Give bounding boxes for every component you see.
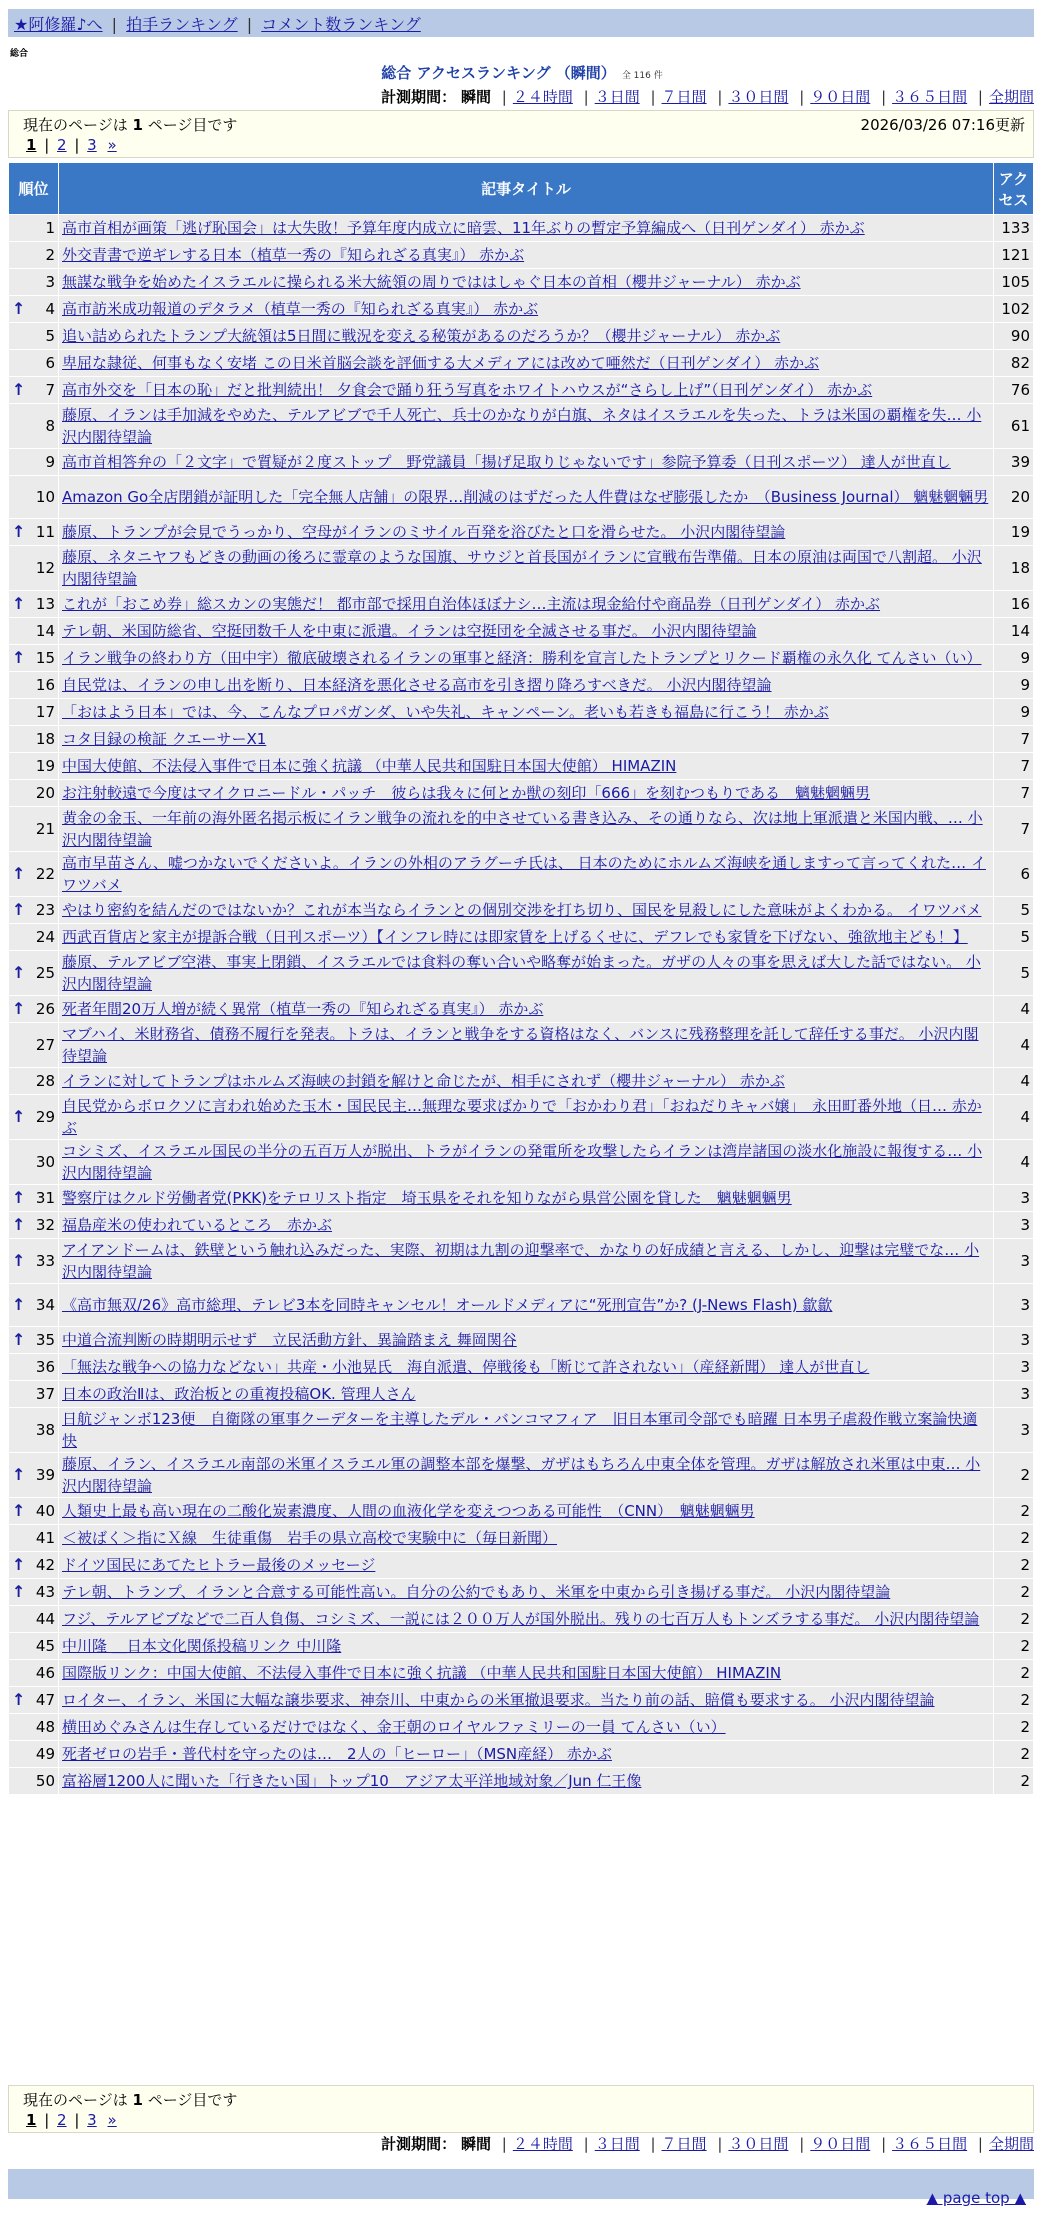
table-row (9, 519, 1033, 545)
access-count: 3 (994, 1185, 1033, 1211)
table-row (9, 951, 1033, 995)
access-count: 2 (994, 1606, 1033, 1632)
table-row (9, 1023, 1033, 1067)
rank-number: 21 (9, 807, 58, 851)
article-title-link[interactable]: イラン戦争の終わり方（田中宇）徹底破壊されるイランの軍事と経済：勝利を宣言したトランプとリクード覇権の永久化 てんさい（い） (62, 649, 982, 667)
period-selector: 計測期間： 瞬間 | ２４時間 | ３日間 | ７日間 | ３０日間 | ９０日間 | ３６５日間 | 全期間 (381, 88, 1034, 106)
up-arrow-icon: ↑ (12, 594, 26, 613)
access-count: 2 (994, 1453, 1033, 1497)
page-next[interactable]: » (107, 2111, 117, 2129)
table-row (9, 269, 1033, 295)
table-row (9, 1687, 1033, 1713)
rank-number: ↑ 40 (9, 1498, 58, 1524)
period-90d[interactable]: ９０日間 (810, 2135, 871, 2153)
up-arrow-icon: ↑ (12, 1501, 26, 1520)
access-count: 133 (994, 215, 1033, 241)
table-row (9, 1741, 1033, 1767)
access-count: 19 (994, 519, 1033, 545)
up-arrow-icon: ↑ (12, 1582, 26, 1601)
rank-number: ↑ 11 (9, 519, 58, 545)
access-count: 9 (994, 645, 1033, 671)
article-title-link[interactable]: 富裕層1200人に聞いた「行きたい国」トップ10 アジア太平洋地域対象／Jun 仁王像 (62, 1772, 642, 1790)
rank-number: 17 (9, 699, 58, 725)
page-1: 1 (26, 136, 37, 154)
access-count: 5 (994, 897, 1033, 923)
access-count: 2 (994, 1498, 1033, 1524)
up-arrow-icon: ↑ (12, 1330, 26, 1349)
rank-number: ↑ 7 (9, 377, 58, 403)
table-row (9, 1525, 1033, 1551)
rank-number: 46 (9, 1660, 58, 1686)
period-7d[interactable]: ７日間 (661, 2135, 707, 2153)
article-title-link[interactable]: 日本の政治Ⅱは、政治板との重複投稿OK. 管理人さん (62, 1385, 416, 1403)
rank-number: 36 (9, 1354, 58, 1380)
rank-number: ↑ 33 (9, 1239, 58, 1283)
access-count: 4 (994, 1140, 1033, 1184)
article-title-link[interactable]: コタ目録の検証 クエーサーX1 (62, 730, 267, 748)
page-top-link[interactable]: ▲ page top ▲ (926, 2189, 1026, 2207)
period-24h[interactable]: ２４時間 (512, 2135, 573, 2153)
footer-bar (8, 2169, 1034, 2207)
article-title-link[interactable]: 《高市無双/26》高市総理、テレビ3本を同時キャンセル！オールドメディアに“死刑宣告”か? (J-News Flash) 歙歙 (62, 1296, 833, 1314)
rank-number: ↑ 13 (9, 591, 58, 617)
access-count: 2 (994, 1552, 1033, 1578)
table-row (9, 618, 1033, 644)
article-title-link[interactable]: 卑屈な隷従、何事もなく安堵 この日米首脳会談を評価する大メディアには改めて唖然だ（日刊ゲンダイ） 赤かぶ (62, 354, 820, 372)
article-title-link[interactable]: 高市外交を「日本の恥」だと批判続出！ 夕食会で踊り狂う写真をホワイトハウスが“さらし上げ”（日刊ゲンダイ） 赤かぶ (62, 381, 873, 399)
access-count: 121 (994, 242, 1033, 268)
access-count: 90 (994, 323, 1033, 349)
article-title-link[interactable]: 日航ジャンボ123便 自衛隊の軍事クーデターを主導したデル・バンコマフィア 旧日本軍司令部でも暗躍 日本男子虐殺作戦立案論快適快 (62, 1410, 978, 1450)
up-arrow-icon: ↑ (12, 1188, 26, 1207)
access-count: 18 (994, 546, 1033, 590)
rank-number: ↑ 15 (9, 645, 58, 671)
table-row (9, 546, 1033, 590)
section-tag: 総合 (10, 49, 29, 59)
access-count: 102 (994, 296, 1033, 322)
col-title: 記事タイトル (59, 163, 993, 214)
article-title-link[interactable]: 高市訪米成功報道のデタラメ（植草一秀の『知られざる真実』） 赤かぶ (62, 300, 539, 318)
article-title-link[interactable]: 中国大使館、不法侵入事件で日本に強く抗議 （中華人民共和国駐日本国大使館） HIMAZIN (62, 757, 677, 775)
up-arrow-icon: ↑ (12, 1251, 26, 1270)
article-title-link[interactable]: 国際版リンク：中国大使館、不法侵入事件で日本に強く抗議 （中華人民共和国駐日本国大使館） HIMAZIN (62, 1664, 782, 1682)
article-title-link[interactable]: 自民党は、イランの申し出を断り、日本経済を悪化させる高市を引き摺り降ろすべきだ。 小沢内閣待望論 (62, 676, 772, 694)
page-title: 総合 アクセスランキング （瞬間） 全 116 件 (381, 64, 663, 82)
table-row (9, 296, 1033, 322)
table-row (9, 591, 1033, 617)
rank-number: ↑ 42 (9, 1552, 58, 1578)
rank-number: 24 (9, 924, 58, 950)
rank-number: ↑ 4 (9, 296, 58, 322)
article-title-link[interactable]: 外交青書で逆ギレする日本（植草一秀の『知られざる真実』） 赤かぶ (62, 246, 525, 264)
period-3d[interactable]: ３日間 (594, 2135, 640, 2153)
article-title-link[interactable]: イランに対してトランプはホルムズ海峡の封鎖を解けと命じたが、相手にされず（櫻井ジャーナル） 赤かぶ (62, 1072, 785, 1090)
access-count: 105 (994, 269, 1033, 295)
access-count: 2 (994, 1687, 1033, 1713)
page-3[interactable]: 3 (87, 136, 97, 154)
rank-number: 8 (9, 404, 58, 448)
table-row (9, 1633, 1033, 1659)
article-title-link[interactable]: 藤原、イラン、イスラエル南部の米軍イスラエル軍の調整本部を爆撃、ガザはもちろん中東全体を管理。ガザは解放され米軍は中東… 小沢内閣待望論 (62, 1455, 981, 1495)
table-row (9, 1095, 1033, 1139)
article-title-link[interactable]: 藤原、イランは手加減をやめた、テルアビブで千人死亡、兵士のかなりが白旗、ネタはイスラエルを失った、トラは米国の覇権を失… 小沢内閣待望論 (62, 406, 982, 446)
table-row (9, 1381, 1033, 1407)
table-row (9, 1239, 1033, 1283)
col-rank: 順位 (9, 163, 58, 214)
article-title-link[interactable]: テレ朝、米国防総省、空挺団数千人を中東に派遣。イランは空挺団を全滅させる事だ。 小沢内閣待望論 (62, 622, 757, 640)
table-row (9, 852, 1033, 896)
table-row (9, 996, 1033, 1022)
access-count: 7 (994, 753, 1033, 779)
table-row (9, 897, 1033, 923)
rank-number: 45 (9, 1633, 58, 1659)
article-title-link[interactable]: ＜被ばく＞指にＸ線 生徒重傷 岩手の県立高校で実験中に（毎日新聞） (62, 1529, 558, 1547)
table-row (9, 323, 1033, 349)
period-3d[interactable]: ３日間 (594, 88, 640, 106)
rank-number: 10 (9, 476, 58, 518)
rank-number: 9 (9, 449, 58, 475)
article-title-link[interactable]: 高市早苗さん、嘘つかないでくださいよ。イランの外相のアラグーチ氏は、 日本のためにホルムズ海峡を通しますって言ってくれた… イワツバメ (62, 854, 986, 894)
article-title-link[interactable]: 追い詰められたトランプ大統領は5日間に戦況を変える秘策があるのだろうか？（櫻井ジャーナル） 赤かぶ (62, 327, 781, 345)
rank-number: 41 (9, 1525, 58, 1551)
article-title-link[interactable]: アイアンドームは、鉄壁という触れ込みだった、実際、初期は九割の迎撃率で、かなりの好成績と言える、しかし、迎撃は完璧でな… 小沢内閣待望論 (62, 1241, 980, 1281)
rank-number: 1 (9, 215, 58, 241)
rank-number: 3 (9, 269, 58, 295)
period-current: 瞬間 (460, 88, 491, 106)
rank-number: ↑ 43 (9, 1579, 58, 1605)
table-row (9, 377, 1033, 403)
table-row (9, 1408, 1033, 1452)
rank-number: ↑ 31 (9, 1185, 58, 1211)
updated-time: 2026/03/26 07:16更新 (860, 116, 1025, 134)
rank-number: 30 (9, 1140, 58, 1184)
rank-number: 37 (9, 1381, 58, 1407)
page-2[interactable]: 2 (57, 2111, 67, 2129)
access-count: 3 (994, 1354, 1033, 1380)
table-row (9, 1498, 1033, 1524)
table-row (9, 404, 1033, 448)
article-title-link[interactable]: 西武百貨店と家主が提訴合戦（日刊スポーツ）【インフレ時には即家賃を上げるくせに、デフレでも家賃を下げない、強欲地主ども！】 (62, 928, 968, 946)
access-count: 7 (994, 780, 1033, 806)
access-count: 2 (994, 1768, 1033, 1794)
up-arrow-icon: ↑ (12, 900, 26, 919)
table-row (9, 1140, 1033, 1184)
access-count: 5 (994, 924, 1033, 950)
period-90d[interactable]: ９０日間 (810, 88, 871, 106)
article-title-link[interactable]: コシミズ、イスラエル国民の半分の五百万人が脱出、トラがイランの発電所を攻撃したらイランは湾岸諸国の淡水化施設に報復する… 小沢内閣待望論 (62, 1142, 983, 1182)
table-row (9, 1284, 1033, 1326)
rank-number: 48 (9, 1714, 58, 1740)
article-title-link[interactable]: フジ、テルアビブなどで二百人負傷、コシミズ、一説には２００万人が国外脱出。残りの七百万人もトンズラする事だ。 小沢内閣待望論 (62, 1610, 980, 1628)
access-count: 14 (994, 618, 1033, 644)
table-row (9, 645, 1033, 671)
period-24h[interactable]: ２４時間 (512, 88, 573, 106)
up-arrow-icon: ↑ (12, 864, 26, 883)
rank-number: ↑ 35 (9, 1327, 58, 1353)
up-arrow-icon: ↑ (12, 648, 26, 667)
access-count: 2 (994, 1660, 1033, 1686)
table-row (9, 924, 1033, 950)
article-title-link[interactable]: テレ朝、トランプ、イランと合意する可能性高い。自分の公約でもあり、米軍を中東から引き揚げる事だ。 小沢内閣待望論 (62, 1583, 891, 1601)
pager-bottom: 現在のページは 1 ページ目です 1 | 2 | 3 » (8, 2085, 1034, 2133)
article-title-link[interactable]: 「おはよう日本」では、今、こんなプロパガンダ、いや失礼、キャンペーン。老いも若きも福島に行こう！ 赤かぶ (62, 703, 829, 721)
rank-number: ↑ 23 (9, 897, 58, 923)
access-count: 76 (994, 377, 1033, 403)
table-row (9, 1552, 1033, 1578)
up-arrow-icon: ↑ (12, 1690, 26, 1709)
access-count: 4 (994, 1068, 1033, 1094)
table-row (9, 215, 1033, 241)
page-next[interactable]: » (107, 136, 117, 154)
rank-number: ↑ 47 (9, 1687, 58, 1713)
access-count: 7 (994, 807, 1033, 851)
table-row (9, 449, 1033, 475)
page-1: 1 (26, 2111, 37, 2129)
article-title-link[interactable]: 中道合流判断の時期明示せず 立民活動方針、異論踏まえ 舞岡関谷 (62, 1331, 517, 1349)
rank-number: 19 (9, 753, 58, 779)
up-arrow-icon: ↑ (12, 1295, 26, 1314)
rank-number: 18 (9, 726, 58, 752)
table-row (9, 1453, 1033, 1497)
up-arrow-icon: ↑ (12, 299, 26, 318)
article-title-link[interactable]: 藤原、テルアビブ空港、事実上閉鎖、イスラエルでは食料の奪い合いや略奪が始まった。ガザの人々の事を思えば大した話ではない。 小沢内閣待望論 (62, 953, 981, 993)
rank-number: ↑ 22 (9, 852, 58, 896)
period-all[interactable]: 全期間 (988, 88, 1034, 106)
rank-number: 44 (9, 1606, 58, 1632)
article-title-link[interactable]: 死者年間20万人増が続く異常（植草一秀の『知られざる真実』） 赤かぶ (62, 1000, 544, 1018)
access-count: 3 (994, 1239, 1033, 1283)
rank-number: 12 (9, 546, 58, 590)
page-3[interactable]: 3 (87, 2111, 97, 2129)
article-title-link[interactable]: 自民党からボロクソに言われ始めた玉木・国民民主…無理な要求ばかりで「おかわり君」「おねだりキャバ嬢」 永田町番外地（日… 赤かぶ (62, 1097, 982, 1137)
article-title-link[interactable]: 人類史上最も高い現在の二酸化炭素濃度、人間の血液化学を変えつつある可能性 （CNN） 魑魅魍魎男 (62, 1502, 755, 1520)
table-row (9, 242, 1033, 268)
article-title-link[interactable]: 福島産米の使われているところ 赤かぶ (62, 1216, 333, 1234)
period-30d[interactable]: ３０日間 (728, 2135, 789, 2153)
table-row (9, 476, 1033, 518)
home-link[interactable]: ★阿修羅♪へ (14, 15, 103, 34)
total-count: 全 116 件 (621, 71, 663, 81)
rank-number: ↑ 34 (9, 1284, 58, 1326)
period-selector-bottom: 計測期間： 瞬間 | ２４時間 | ３日間 | ７日間 | ３０日間 | ９０日間 | ３６５日間 | 全期間 (381, 2135, 1034, 2153)
access-count: 9 (994, 699, 1033, 725)
table-row (9, 672, 1033, 698)
article-title-link[interactable]: 藤原、トランプが会見でうっかり、空母がイランのミサイル百発を浴びたと口を滑らせた。 小沢内閣待望論 (62, 523, 786, 541)
table-row (9, 1660, 1033, 1686)
table-row (9, 1185, 1033, 1211)
access-count: 3 (994, 1408, 1033, 1452)
access-count: 16 (994, 591, 1033, 617)
article-title-link[interactable]: 中川隆 ＿日本文化関係投稿リンク 中川隆 (62, 1637, 342, 1655)
rank-number: ↑ 29 (9, 1095, 58, 1139)
period-all[interactable]: 全期間 (988, 2135, 1034, 2153)
rank-number: 27 (9, 1023, 58, 1067)
up-arrow-icon: ↑ (12, 1555, 26, 1574)
access-count: 82 (994, 350, 1033, 376)
up-arrow-icon: ↑ (12, 522, 26, 541)
access-count: 4 (994, 1023, 1033, 1067)
rank-number: 6 (9, 350, 58, 376)
pagination-bottom: 1 | 2 | 3 » (26, 2111, 117, 2129)
article-title-link[interactable]: ロイター、イラン、米国に大幅な譲歩要求、神奈川、中東からの米軍撤退要求。当たり前の話、賠償も要求する。 小沢内閣待望論 (62, 1691, 935, 1709)
rank-number: ↑ 25 (9, 951, 58, 995)
table-row (9, 807, 1033, 851)
up-arrow-icon: ↑ (12, 380, 26, 399)
article-title-link[interactable]: マブハイ、米財務省、債務不履行を発表。トラは、イランと戦争をする資格はなく、バンスに残務整理を託して辞任する事だ。 小沢内閣待望論 (62, 1025, 979, 1065)
up-arrow-icon: ↑ (12, 1215, 26, 1234)
access-count: 61 (994, 404, 1033, 448)
article-title-link[interactable]: 藤原、ネタニヤフもどきの動画の後ろに霊章のような国旗、サウジと首長国がイランに宣戦布告準備。日本の原油は両国で八割超。 小沢内閣待望論 (62, 548, 982, 588)
table-row (9, 1768, 1033, 1794)
access-count: 4 (994, 1095, 1033, 1139)
rank-number: ↑ 32 (9, 1212, 58, 1238)
table-row (9, 1327, 1033, 1353)
rank-number: ↑ 39 (9, 1453, 58, 1497)
access-count: 6 (994, 852, 1033, 896)
table-row (9, 780, 1033, 806)
article-title-link[interactable]: お注射較遠で今度はマイクロニードル・パッチ 彼らは我々に何とか獣の刻印「666」を刻むつもりである 魑魅魍魎男 (62, 784, 871, 802)
access-count: 7 (994, 726, 1033, 752)
table-row (9, 753, 1033, 779)
rank-number: 14 (9, 618, 58, 644)
period-365d[interactable]: ３６５日間 (892, 2135, 968, 2153)
rank-number: 49 (9, 1741, 58, 1767)
period-7d[interactable]: ７日間 (661, 88, 707, 106)
article-title-link[interactable]: 死者ゼロの岩手・普代村を守ったのは… 2人の「ヒーロー」（MSN産経） 赤かぶ (62, 1745, 612, 1763)
up-arrow-icon: ↑ (12, 1107, 26, 1126)
access-count: 2 (994, 1633, 1033, 1659)
article-title-link[interactable]: これが「おこめ券」総スカンの実態だ！ 都市部で採用自治体ほぼナシ…主流は現金給付や商品券（日刊ゲンダイ） 赤かぶ (62, 595, 881, 613)
article-title-link[interactable]: ドイツ国民にあてたヒトラー最後のメッセージ (62, 1556, 376, 1574)
rank-number: 50 (9, 1768, 58, 1794)
pagination: 1 | 2 | 3 » (26, 136, 117, 154)
table-row (9, 1354, 1033, 1380)
rank-number: 16 (9, 672, 58, 698)
table-row (9, 1579, 1033, 1605)
access-count: 3 (994, 1284, 1033, 1326)
pager-top: 現在のページは 1 ページ目です 2026/03/26 07:16更新 1 | 2 | 3 » (8, 110, 1034, 158)
article-title-link[interactable]: 「無法な戦争への協力などない」共産・小池晃氏 海自派遣、停戦後も「断じて許されない」（産経新聞） 達人が世直し (62, 1358, 870, 1376)
article-title-link[interactable]: やはり密約を結んだのではないか？これが本当ならイランとの個別交渉を打ち切り、国民を見殺しにした意味がよくわかる。 イワツバメ (62, 901, 982, 919)
rank-number: 38 (9, 1408, 58, 1452)
article-title-link[interactable]: 横田めぐみさんは生存しているだけではなく、金王朝のロイヤルファミリーの一員 てんさい（い） (62, 1718, 726, 1736)
page-2[interactable]: 2 (57, 136, 67, 154)
rank-number: 5 (9, 323, 58, 349)
article-title-link[interactable]: 高市首相答弁の「２文字」で質疑が２度ストップ 野党議員「揚げ足取りじゃないです」参院予算委（日刊スポーツ） 達人が世直し (62, 453, 951, 471)
article-title-link[interactable]: Amazon Go全店閉鎖が証明した「完全無人店舗」の限界…削減のはずだった人件費はなぜ膨張したか （Business Journal） 魑魅魍魎男 (62, 488, 989, 506)
col-access: アクセス (994, 163, 1033, 214)
table-row (9, 350, 1033, 376)
clap-ranking-link[interactable]: 拍手ランキング (126, 15, 238, 34)
ranking-table (8, 162, 1034, 1795)
table-row (9, 1714, 1033, 1740)
access-count: 2 (994, 1714, 1033, 1740)
access-count: 2 (994, 1741, 1033, 1767)
table-row (9, 1068, 1033, 1094)
period-365d[interactable]: ３６５日間 (892, 88, 968, 106)
rank-number: 20 (9, 780, 58, 806)
up-arrow-icon: ↑ (12, 999, 26, 1018)
top-nav-bar: ★阿修羅♪へ | 拍手ランキング | コメント数ランキング (8, 9, 1034, 37)
access-count: 2 (994, 1525, 1033, 1551)
access-count: 3 (994, 1327, 1033, 1353)
rank-number: 28 (9, 1068, 58, 1094)
access-count: 20 (994, 476, 1033, 518)
comment-ranking-link[interactable]: コメント数ランキング (261, 15, 421, 34)
access-count: 4 (994, 996, 1033, 1022)
table-row (9, 1606, 1033, 1632)
access-count: 5 (994, 951, 1033, 995)
access-count: 2 (994, 1579, 1033, 1605)
article-title-link[interactable]: 高市首相が画策「逃げ恥国会」は大失敗！予算年度内成立に暗雲、11年ぶりの暫定予算編成へ（日刊ゲンダイ） 赤かぶ (62, 219, 865, 237)
access-count: 3 (994, 1212, 1033, 1238)
table-row (9, 1212, 1033, 1238)
up-arrow-icon: ↑ (12, 963, 26, 982)
access-count: 3 (994, 1381, 1033, 1407)
period-30d[interactable]: ３０日間 (728, 88, 789, 106)
article-title-link[interactable]: 警察庁はクルド労働者党(PKK)をテロリスト指定 埼玉県をそれを知りながら県営公園を貸した 魑魅魍魎男 (62, 1189, 792, 1207)
rank-number: 2 (9, 242, 58, 268)
access-count: 9 (994, 672, 1033, 698)
rank-number: ↑ 26 (9, 996, 58, 1022)
up-arrow-icon: ↑ (12, 1465, 26, 1484)
article-title-link[interactable]: 黄金の金玉、一年前の海外匿名掲示板にイラン戦争の流れを的中させている書き込み、その通りなら、次は地上軍派遣と米国内戦、… 小沢内閣待望論 (62, 809, 983, 849)
table-row (9, 726, 1033, 752)
access-count: 39 (994, 449, 1033, 475)
table-row (9, 699, 1033, 725)
article-title-link[interactable]: 無謀な戦争を始めたイスラエルに操られる米大統領の周りでははしゃぐ日本の首相（櫻井ジャーナル） 赤かぶ (62, 273, 801, 291)
